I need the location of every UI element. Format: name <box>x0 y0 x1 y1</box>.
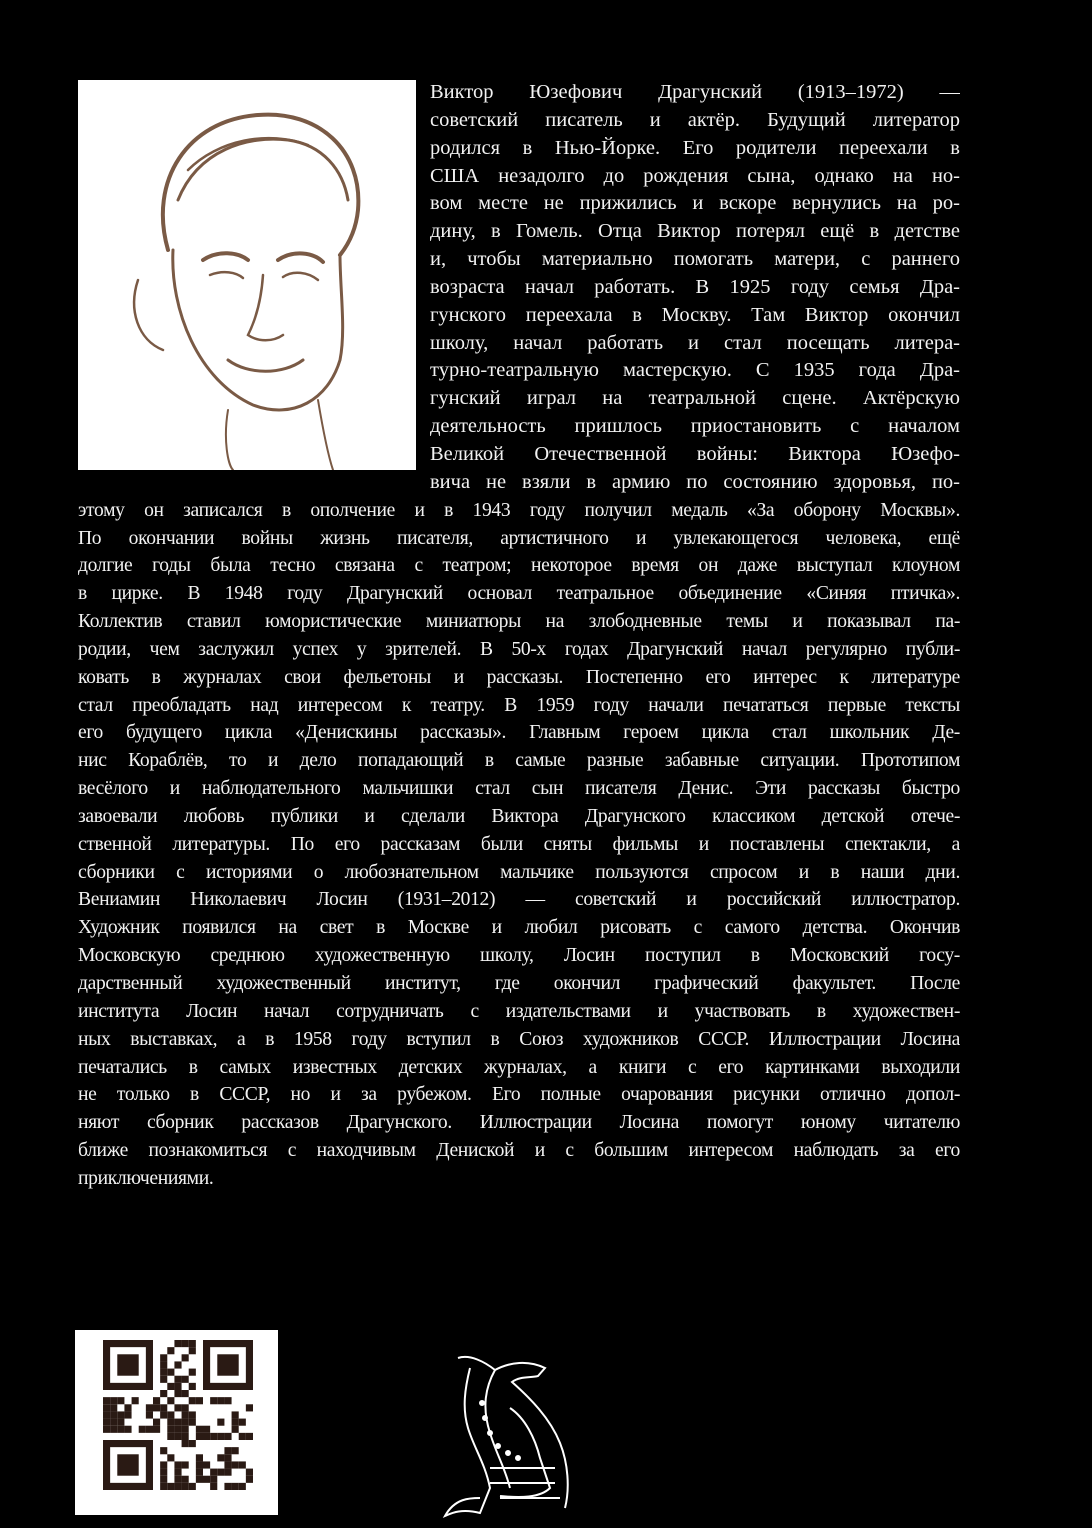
qr-code[interactable] <box>75 1330 278 1515</box>
text-line: весёлого и наблюдательного мальчишки стал сын писателя Денис. Эти рассказы быстро <box>78 778 960 800</box>
text-line: гунский играл на театральной сцене. Актёрскую <box>430 387 960 410</box>
text-line: Коллектив ставил юмористические миниатюры на злободневные темы и показывал па- <box>78 611 960 633</box>
text-line: турно-театральную мастерскую. С 1935 года Дра- <box>430 359 960 382</box>
text-line: стал преобладать над интересом к театру. В 1959 году начали печататься первые тексты <box>78 694 960 716</box>
text-line: долгие годы была тесно связана с театром; некоторое время он даже выступал клоуном <box>78 555 960 577</box>
text-line: печатались в самых известных детских журналах, а книги с его картинками выходили <box>78 1056 960 1078</box>
biography-text <box>0 79 1092 1193</box>
text-line: дарственный художественный институт, где окончил графический факультет. После <box>78 973 960 994</box>
text-line: няют сборник рассказов Драгунского. Иллюстрации Лосина помогут юному читателю <box>78 1112 960 1134</box>
text-line: Великой Отечественной войны: Виктора Юзефо- <box>430 442 960 465</box>
text-line: школу, начал работать и стал посещать литера- <box>430 331 960 354</box>
text-line: гунского переехала в Москву. Там Виктор окончил <box>430 303 960 326</box>
text-line: завоевали любовь публики и сделали Виктора Драгунского классиком детской отече- <box>78 805 960 827</box>
text-line: США незадолго до рождения сына, однако на но- <box>430 164 960 187</box>
text-line: возраста начал работать. В 1925 году семья Дра- <box>430 275 960 298</box>
text-line: По окончании войны жизнь писателя, артистичного и увлекающегося человека, ещё <box>78 527 960 549</box>
text-line: в цирке. В 1948 году Драгунский основал театральное объединение «Синяя птичка». <box>78 583 960 605</box>
text-line: его будущего цикла «Денискины рассказы». Главным героем цикла стал школьник Де- <box>78 722 960 744</box>
text-line: и, чтобы материально помогать матери, с раннего <box>430 248 960 271</box>
text-line: советский писатель и актёр. Будущий литератор <box>430 108 960 131</box>
text-line: института Лосин начал сотрудничать с издательствами и участвовать в художествен- <box>78 1000 960 1022</box>
publisher-dragon-logo <box>440 1348 575 1518</box>
text-line: ственной литературы. По его рассказам были сняты фильмы и поставлены спектакли, а <box>78 833 960 855</box>
text-line: нис Кораблёв, то и дело попадающий в самые разные забавные ситуации. Прототипом <box>78 750 960 772</box>
text-line: вом месте не прижились и вскоре вернулись на ро- <box>430 192 960 215</box>
text-line: ближе познакомиться с находчивым Дениской и с большим интересом наблюдать за его <box>78 1140 960 1162</box>
text-line: ных выставках, а в 1958 году вступил в Союз художников СССР. Иллюстрации Лосина <box>78 1028 960 1050</box>
text-line: ковать в журналах свои фельетоны и рассказы. Постепенно его интерес к литературе <box>78 666 960 688</box>
text-line: родии, чем заслужил успех у зрителей. В 50-х годах Драгунский начал регулярно публи- <box>78 638 960 660</box>
text-line: Вениамин Николаевич Лосин (1931–2012) — советский и российский иллюстратор. <box>78 889 960 911</box>
text-line: Виктор Юзефович Драгунский (1913–1972) — <box>430 81 960 103</box>
text-line: Художник появился на свет в Москве и любил рисовать с самого детства. Окончив <box>78 917 960 939</box>
text-line: этому он записался в ополчение и в 1943 году получил медаль «За оборону Москвы». <box>78 499 960 521</box>
text-line: родился в Нью-Йорке. Его родители переехали в <box>430 136 960 159</box>
text-line: сборники с историями о любознательном мальчике пользуются спросом и в наши дни. <box>78 861 960 883</box>
text-line: приключениями. <box>78 1167 214 1189</box>
text-line: Московскую среднюю художественную школу, Лосин поступил в Московский госу- <box>78 945 960 967</box>
text-line: дину, в Гомель. Отца Виктор потерял ещё в детстве <box>430 220 960 243</box>
text-line: вича не взяли в армию по состоянию здоровья, по- <box>430 470 960 493</box>
text-line: не только в СССР, но и за рубежом. Его полные очарования рисунки отлично допол- <box>78 1084 960 1106</box>
text-line: деятельность пришлось приостановить с началом <box>430 415 960 438</box>
